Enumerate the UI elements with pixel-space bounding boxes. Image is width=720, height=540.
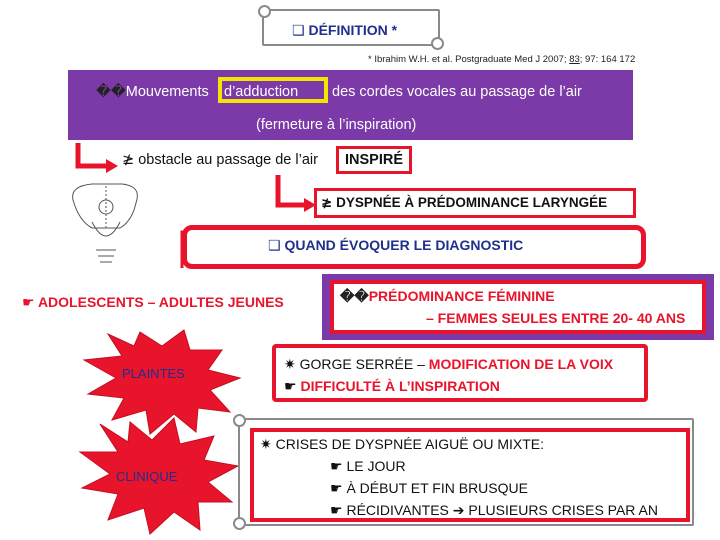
- symptoms-line1: ✷ GORGE SERRÉE – MODIFICATION DE LA VOIX: [284, 356, 614, 373]
- crises-item-1: ☛ LE JOUR: [330, 458, 406, 475]
- arrow-right-icon: ➔: [452, 503, 465, 519]
- checkbox-bullet-icon: ❑: [268, 238, 281, 254]
- inspire-label: INSPIRÉ: [345, 152, 404, 168]
- definition-label: DÉFINITION *: [308, 22, 398, 38]
- dyspnee-text: ≱ DYSPNÉE À PRÉDOMINANCE LARYNGÉE: [321, 195, 608, 211]
- plaintes-label: PLAINTES: [122, 366, 185, 381]
- pointing-hand-icon: ☛: [284, 379, 297, 395]
- adolescents-line: ☛ ADOLESCENTS – ADULTES JEUNES: [22, 294, 284, 311]
- starburst-plaintes: [84, 330, 240, 434]
- quand-text: ❑ QUAND ÉVOQUER LE DIAGNOSTIC: [268, 237, 524, 254]
- banner-line2: (fermeture à l’inspiration): [256, 117, 417, 133]
- pointing-hand-icon: ☛: [330, 459, 343, 475]
- obstacle-text: obstacle au passage de l’air: [138, 152, 318, 168]
- checkbox-bullet-icon: ❑: [292, 23, 305, 39]
- clinique-label: CLINIQUE: [116, 469, 178, 484]
- crises-item-3: ☛ RÉCIDIVANTES ➔ PLUSIEURS CRISES PAR AN: [330, 502, 658, 519]
- arrow-dyspnee: [278, 175, 316, 212]
- banner-word1: Mouvements: [125, 84, 209, 100]
- not-greater-icon: ≱: [122, 152, 135, 168]
- reference-citation: * Ibrahim W.H. et al. Postgraduate Med J 2007; 83; 97: 164 172: [368, 54, 636, 65]
- star-bullet-icon: ✷: [284, 357, 296, 373]
- larynx-drawing: [73, 184, 138, 262]
- arrow-obstacle: [78, 143, 118, 173]
- symptoms-line2: ☛ DIFFICULTÉ À L’INSPIRATION: [284, 378, 500, 395]
- crises-title: ✷ CRISES DE DYSPNÉE AIGUË OU MIXTE:: [260, 436, 545, 453]
- banner-rest: des cordes vocales au passage de l’air: [332, 84, 582, 100]
- not-greater-icon: ≱: [321, 195, 333, 211]
- pointing-hand-icon: ☛: [330, 481, 343, 497]
- predominance-line2: – FEMMES SEULES ENTRE 20- 40 ANS: [426, 310, 686, 326]
- definition-banner: [262, 9, 440, 46]
- adduction-text: d’adduction: [224, 84, 299, 100]
- obstacle-line: [122, 152, 318, 168]
- star-bullet-icon: ✷: [260, 437, 272, 453]
- crises-item-2: ☛ À DÉBUT ET FIN BRUSQUE: [330, 480, 528, 497]
- banner-line1: ��Mouvements: [96, 84, 209, 100]
- pointing-hand-icon: ☛: [22, 295, 35, 311]
- predominance-line1: ��PRÉDOMINANCE FÉMININE: [340, 288, 555, 304]
- pointing-hand-icon: ☛: [330, 503, 343, 519]
